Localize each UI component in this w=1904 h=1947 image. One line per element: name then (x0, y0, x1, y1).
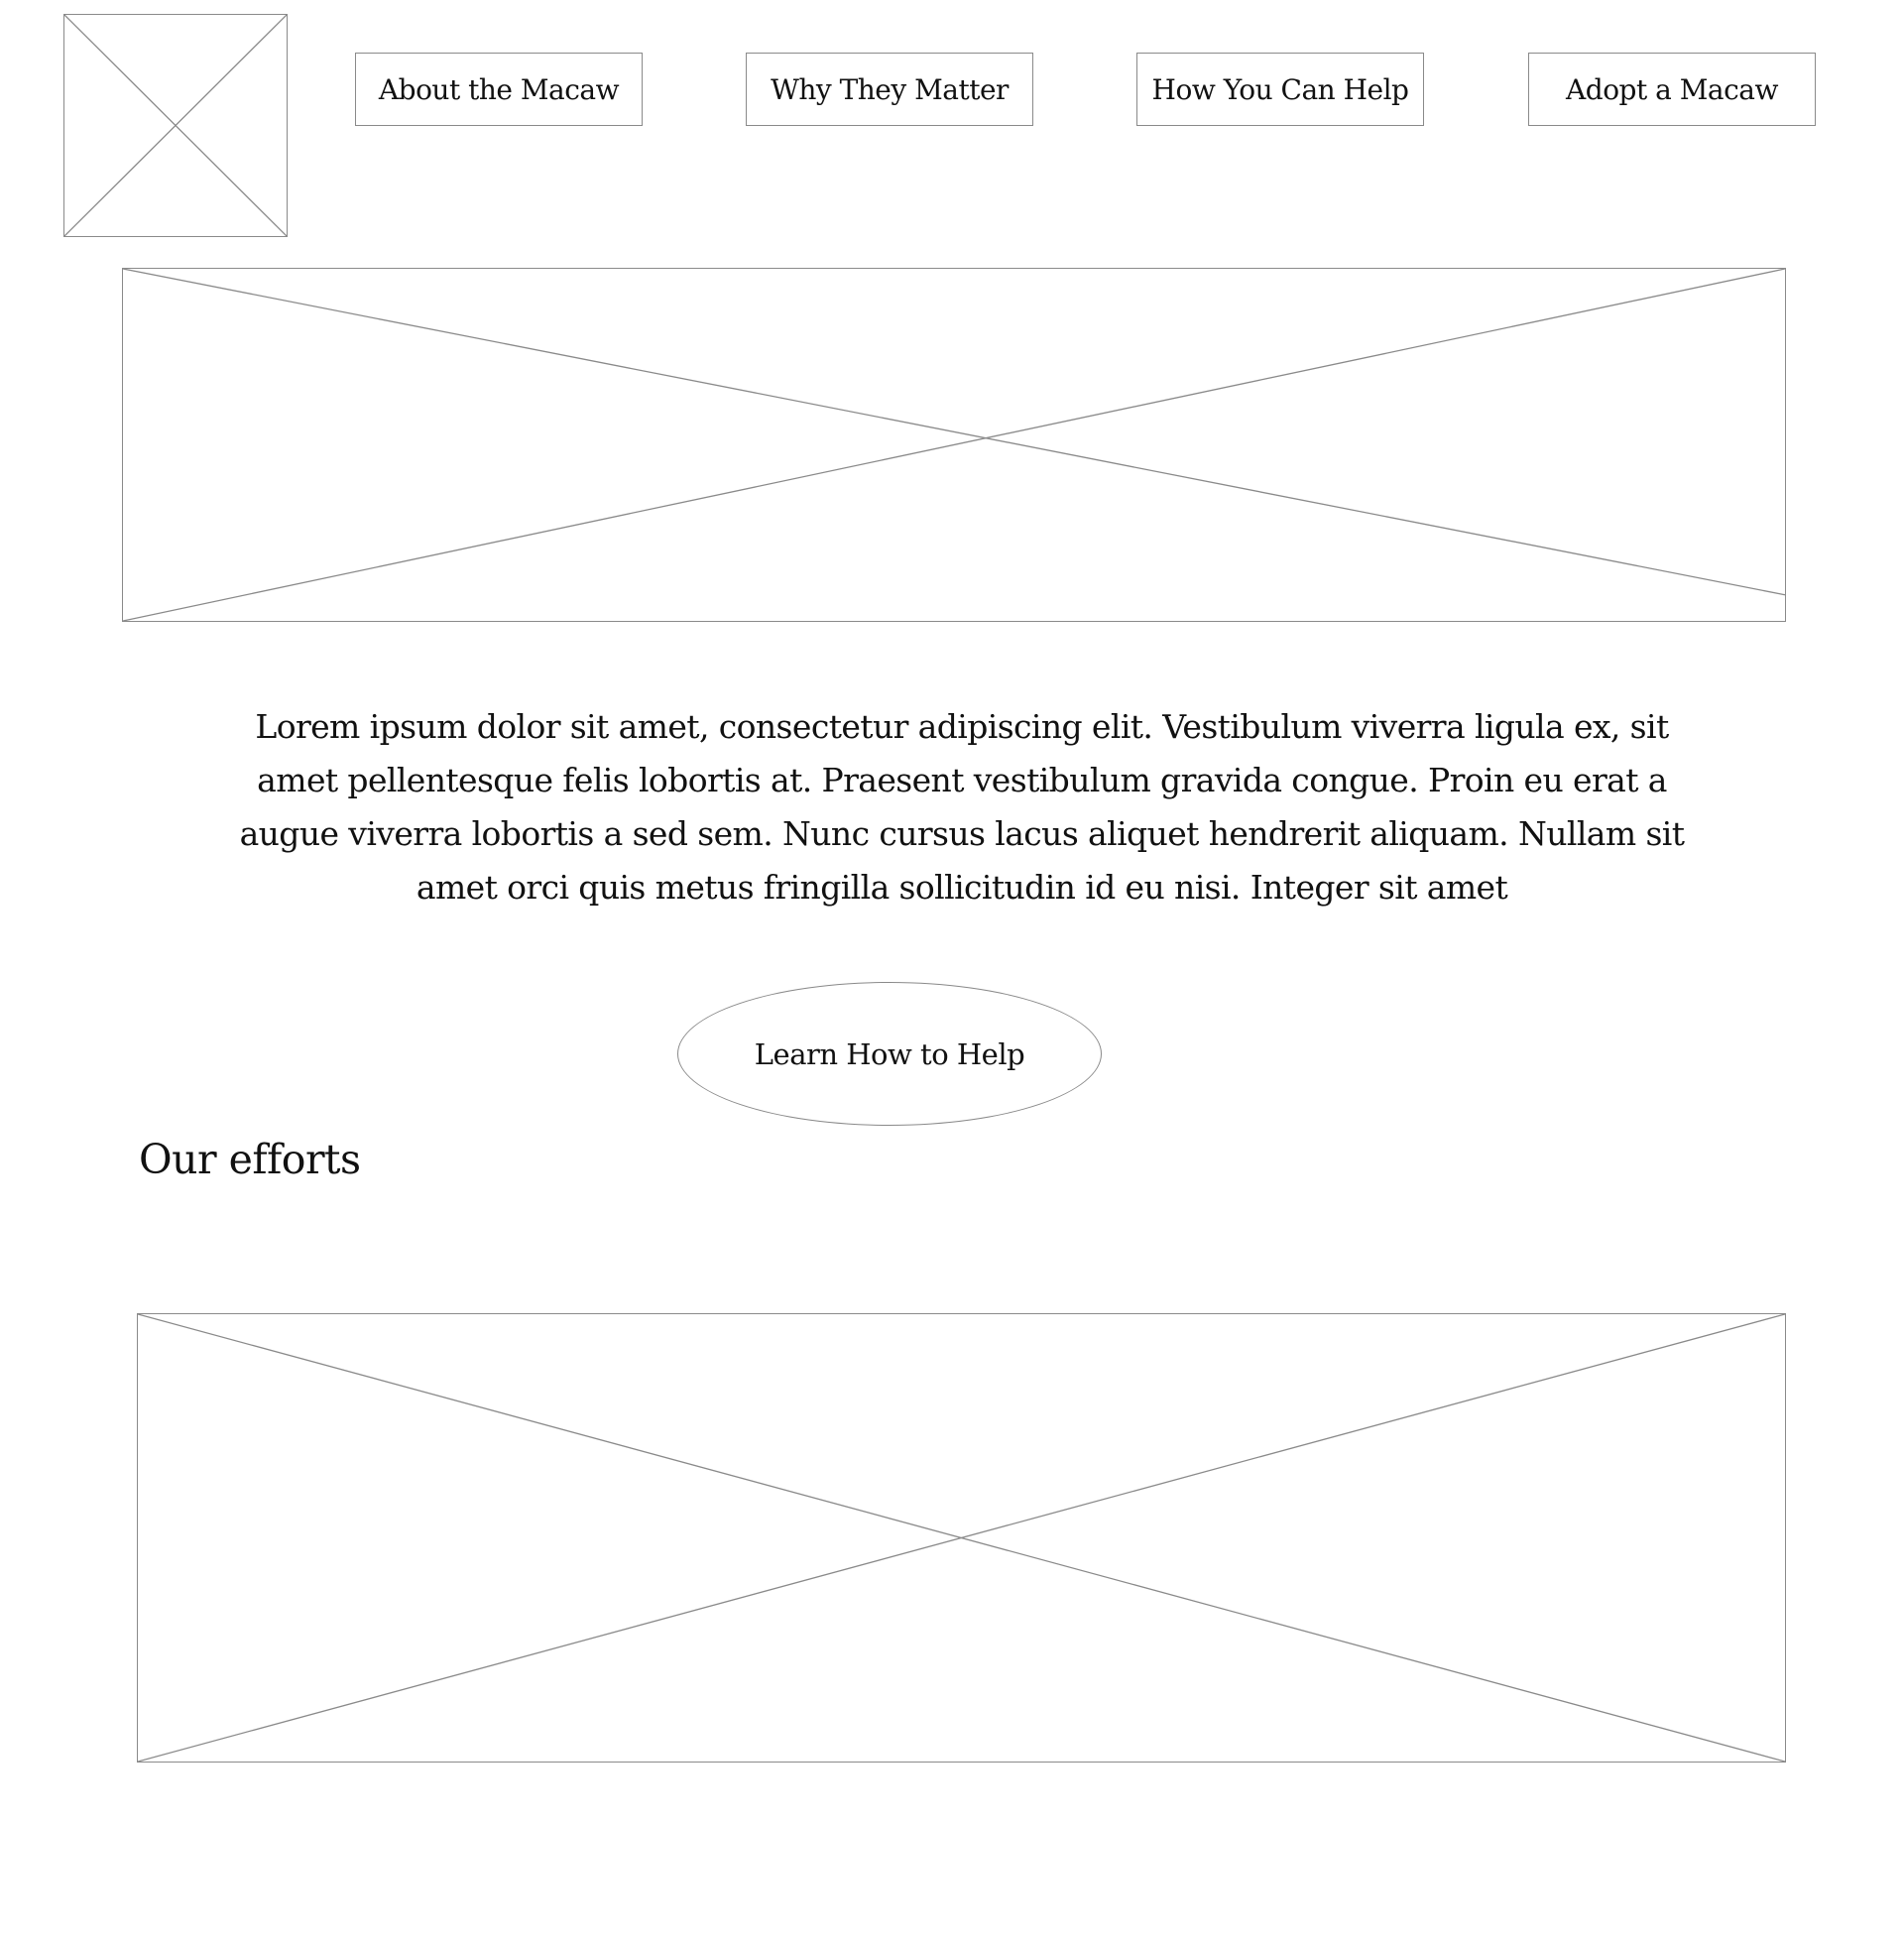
image-placeholder-icon (138, 1314, 1785, 1762)
hero-image-placeholder (122, 268, 1786, 622)
nav-why-they-matter-button[interactable]: Why They Matter (746, 53, 1033, 126)
nav-how-you-can-help-button[interactable]: How You Can Help (1136, 53, 1424, 126)
image-placeholder-icon (64, 15, 287, 236)
nav-about-the-macaw-button[interactable]: About the Macaw (355, 53, 643, 126)
our-efforts-heading: Our efforts (139, 1136, 361, 1183)
learn-how-to-help-button[interactable]: Learn How to Help (677, 982, 1102, 1126)
image-placeholder-icon (123, 269, 1785, 621)
logo-image-placeholder[interactable] (63, 14, 288, 237)
efforts-image-placeholder (137, 1313, 1786, 1763)
intro-paragraph: Lorem ipsum dolor sit amet, consectetur adipiscing elit. Vestibulum viverra ligula ex, sit amet pellentesque felis lobortis at. Praesent vestibulum gravida congue. Proin eu erat a augue viverra lobortis a sed sem. Nunc cursus lacus aliquet hendrerit aliquam. Nullam sit amet orci quis metus fringilla sollicitudin id eu nisi. Integer sit amet (239, 707, 1685, 907)
nav-adopt-a-macaw-button[interactable]: Adopt a Macaw (1528, 53, 1816, 126)
